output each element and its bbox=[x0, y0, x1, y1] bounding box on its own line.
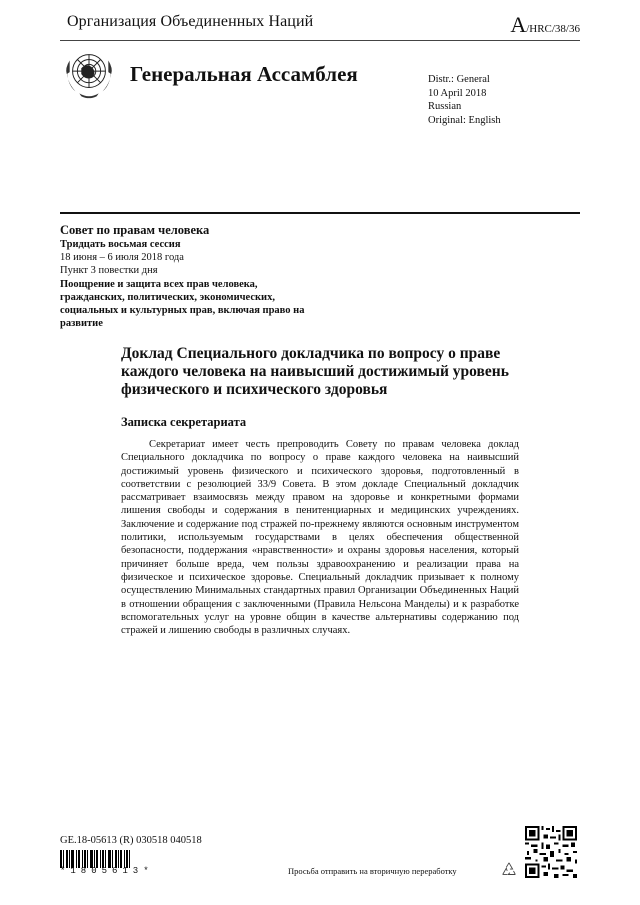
body-paragraph: Секретариат имеет честь препроводить Совету по правам человека доклад Специального докладчика по вопросу о праве каждого человека на наивысший достижимый уровень физического и психического здоровья, подготовленный в соответствии с резолюцией 33/9 Совета. В этом докладе Специальный докладчик рассматривает взаимосвязь между правом на здоровье и конкретными формами лишения свободы и содержания в пенитенциарных и медицинских учреждениях. Заключение и содержание под стражей по-прежнему являются основным инструментом политики, используемым государствами в целях обеспечения общественной безопасности, поддержания «нравственности» и охраны здоровья населения, который причиняет больше вреда, чем пользы здравоохранению и реализации права на физическое и психическое здоровье. Специальный докладчик призывает к полному осуществлению Минимальных стандартных правил Организации Объединенных Наций в отношении обращения с заключенными (Правила Нельсона Манделы) и к разработке вспомогательных услуг на уровне общин в качестве альтернативы содержанию под стражей и лишению свободы в различных случаях. bbox=[121, 439, 519, 637]
distr-type: Distr.: General bbox=[428, 74, 490, 85]
council-name: Совет по правам человека bbox=[60, 223, 210, 237]
symbol-prefix: A bbox=[510, 12, 527, 37]
un-emblem-icon bbox=[60, 45, 118, 103]
session-meta bbox=[60, 223, 320, 330]
document-title: Доклад Специального докладчика по вопросу о праве каждого человека на наивысший достижимый уровень физического и психического здоровья bbox=[121, 345, 509, 398]
distr-original: Original: English bbox=[428, 114, 501, 126]
recycle-icon bbox=[500, 861, 518, 879]
distr-language: Russian bbox=[428, 101, 462, 112]
symbol-rest: /HRC/38/36 bbox=[526, 23, 580, 35]
session-dates: 18 июня – 6 июля 2018 года bbox=[60, 252, 184, 264]
agenda-title: Поощрение и защита всех прав человека, гражданских, политических, экономических, социальных и культурных прав, включая право на развитие bbox=[60, 278, 305, 330]
barcode-number: *1805613* bbox=[60, 866, 154, 876]
agenda-item: Пункт 3 повестки дня bbox=[60, 265, 158, 277]
recycle-text: Просьба отправить на вторичную переработку bbox=[288, 866, 457, 876]
document-symbol bbox=[510, 12, 580, 38]
section-rule bbox=[60, 212, 580, 214]
distr-date: 10 April 2018 bbox=[428, 87, 487, 99]
distribution-block bbox=[428, 73, 501, 127]
header-rule bbox=[60, 40, 580, 41]
qr-code-icon bbox=[525, 826, 577, 878]
document-number: GE.18-05613 (R) 030518 040518 bbox=[60, 835, 202, 846]
organization-name: Организация Объединенных Наций bbox=[67, 13, 314, 30]
note-heading: Записка секретариата bbox=[121, 415, 247, 429]
session-name: Тридцать восьмая сессия bbox=[60, 239, 181, 250]
assembly-name: Генеральная Ассамблея bbox=[130, 62, 358, 86]
